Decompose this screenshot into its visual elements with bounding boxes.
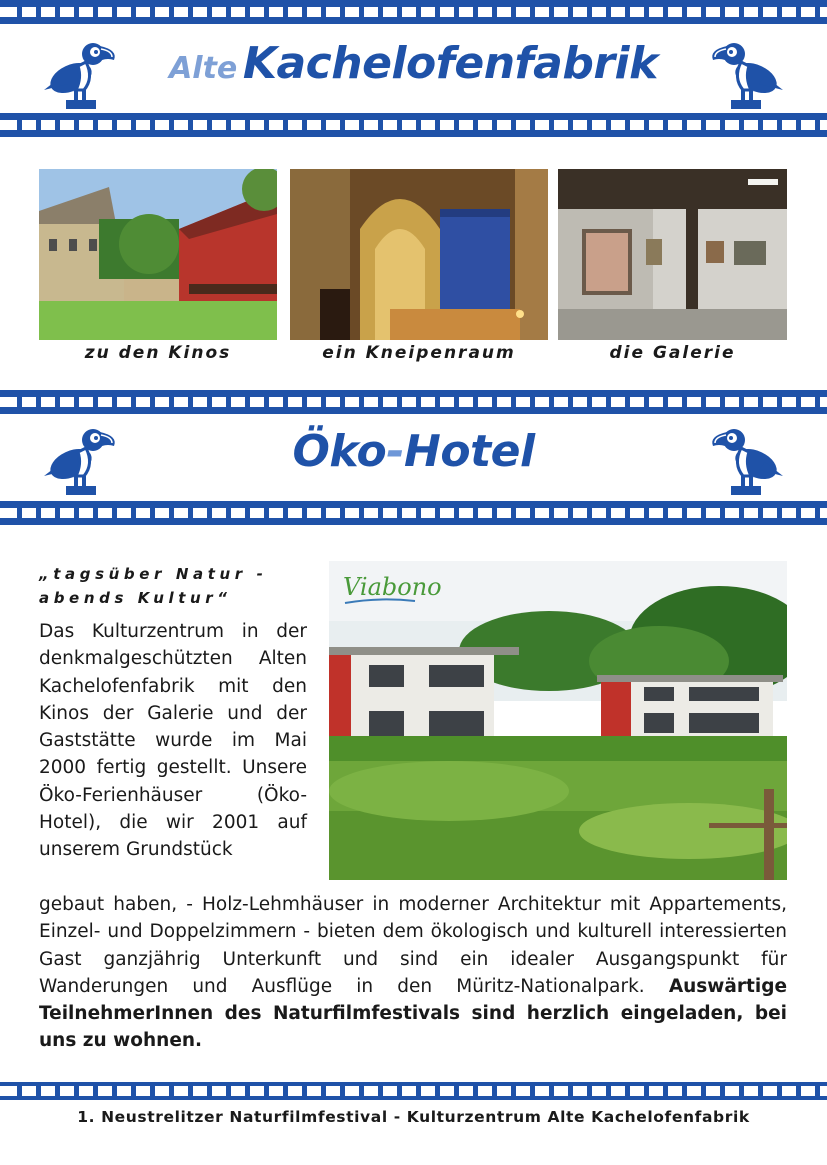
photo-caption-galerie: die Galerie [609, 343, 736, 363]
film-strip-footer [0, 1082, 827, 1100]
photo-kinos [39, 169, 277, 340]
puffin-logo-right-icon [707, 38, 789, 110]
article-invitation-bold: Auswärtige TeilnehmerInnen des Naturfilmfestivals sind herzlich eingeladen, bei uns zu wohnen. [39, 975, 787, 1052]
photo-caption-kneipenraum: ein Kneipenraum [322, 343, 516, 363]
puffin-section-right-icon [707, 424, 789, 496]
header-title-small: Alte [169, 51, 238, 86]
section-title-part1: Öko [292, 426, 387, 477]
photo-galerie [558, 169, 787, 340]
film-strip-top [0, 0, 827, 24]
article-paragraph-full-text: gebaut haben, - Holz-Lehmhäuser in moderner Architektur mit Appartements, Einzel- und Doppelzimmern - bieten dem ökologisch und kulturell interessierten Gast ganzjährig Unterkunft und sind ein idealer Ausgangspunkt für Wanderungen und Ausflüge in den Müritz-Nationalpark. [39, 894, 787, 997]
film-strip-section-top [0, 390, 827, 414]
article-paragraph-column: Das Kulturzentrum in der denkmalgeschützten Alten Kachelofenfabrik mit den Kinos der Galerie und der Gaststätte wurde im Mai 2000 fertig gestellt. Unsere Öko-Ferienhäuser (Öko-Hotel), die wir 2001 auf unserem Grundstück [39, 621, 307, 861]
photo-oeko-hotel [329, 561, 787, 880]
section-title-part2: Hotel [404, 426, 535, 477]
header-title [0, 38, 827, 89]
viabono-logo-text: Viabono [343, 573, 442, 601]
photo-kneipenraum [290, 169, 548, 340]
article-paragraph-full [39, 891, 787, 1055]
article-quote: „tagsüber Natur - abends Kultur“ [39, 565, 268, 607]
photo-caption-kinos: zu den Kinos [84, 343, 232, 363]
section-title [0, 426, 827, 477]
section-title-dash: - [386, 426, 405, 477]
header-title-big: Kachelofenfabrik [242, 38, 658, 89]
footer-text: 1. Neustrelitzer Naturfilmfestival - Kulturzentrum Alte Kachelofenfabrik [77, 1108, 750, 1126]
film-strip-header-bottom [0, 113, 827, 137]
film-strip-section-bottom [0, 501, 827, 525]
